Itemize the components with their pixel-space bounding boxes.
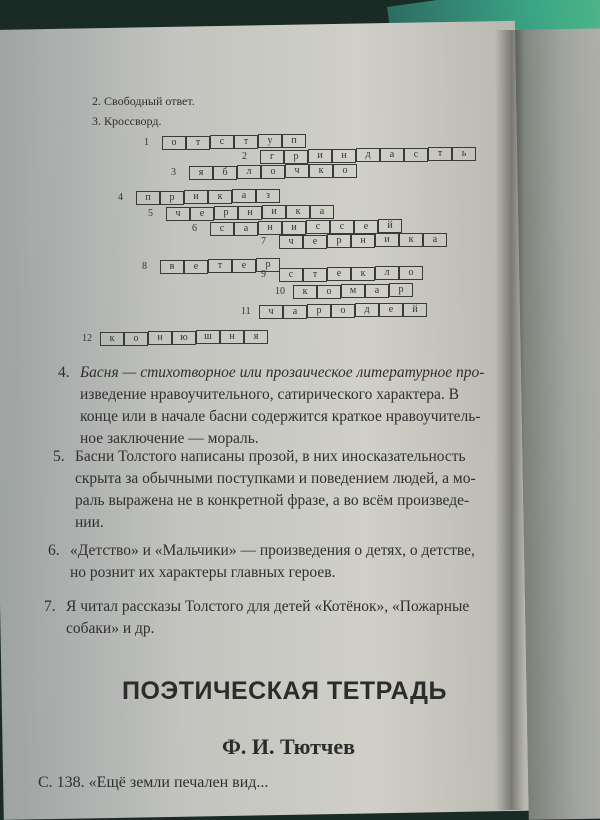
crossword-clue-number: 12	[82, 333, 92, 344]
crossword-cell: д	[356, 148, 380, 162]
answer-line: конце или в начале басни содержится краткое нравоучитель-	[80, 408, 481, 425]
item-3	[92, 110, 162, 132]
crossword-cell: с	[210, 222, 234, 236]
crossword-cell: р	[160, 191, 184, 205]
crossword-cell: й	[378, 219, 402, 233]
crossword-cell: т	[428, 147, 452, 161]
crossword-cell: в	[160, 260, 184, 274]
crossword-cell: с	[330, 220, 354, 234]
crossword-cell: н	[351, 234, 375, 248]
crossword-cell: т	[186, 136, 210, 150]
answer-line: Басни Толстого написаны прозой, в них иносказательность	[75, 448, 466, 465]
crossword-cell: н	[238, 206, 262, 220]
crossword-cell: я	[189, 166, 213, 180]
item-text: Свободный ответ.	[104, 94, 195, 108]
answer-line: нии.	[75, 514, 104, 531]
crossword-cell: е	[190, 207, 214, 221]
answer-number: 4.	[58, 364, 70, 381]
crossword-cell: о	[162, 136, 186, 150]
crossword-cell: р	[307, 304, 331, 318]
crossword-clue-number: 6	[192, 223, 197, 234]
crossword-cell: к	[351, 267, 375, 281]
crossword-cell: а	[232, 189, 256, 203]
crossword-cell: е	[354, 220, 378, 234]
crossword-cell: ч	[166, 207, 190, 221]
crossword-cell: к	[293, 285, 317, 299]
crossword-cell: н	[148, 331, 172, 345]
crossword-cell: н	[258, 221, 282, 235]
answer-number: 7.	[44, 598, 56, 615]
crossword-cell: т	[208, 259, 232, 273]
answer-line: «Детство» и «Мальчики» — произведения о детях, о детстве,	[70, 542, 475, 559]
bottom-line: С. 138. «Ещё земли печален вид...	[38, 774, 269, 791]
crossword-cell: и	[375, 233, 399, 247]
crossword-cell: к	[399, 233, 423, 247]
crossword-cell: и	[262, 205, 286, 219]
answer-line: раль выражена не в конкретной фразе, а во всём произведе-	[75, 492, 470, 509]
answer-line: изведение нравоучительного, сатирического характера. В	[80, 386, 459, 403]
item-number: 2.	[92, 94, 101, 108]
answer-7	[44, 596, 526, 640]
crossword-cell: а	[423, 233, 447, 247]
crossword-clue-number: 3	[171, 167, 176, 178]
crossword-cell: о	[333, 164, 357, 178]
crossword-cell: к	[309, 164, 333, 178]
crossword-cell: а	[283, 305, 307, 319]
answer-line: но рознит их характеры главных героев.	[70, 564, 336, 581]
crossword-cell: к	[208, 190, 232, 204]
crossword-cell: л	[237, 165, 261, 179]
crossword-cell: и	[184, 190, 208, 204]
answer-4	[58, 362, 510, 450]
crossword-cell: у	[258, 134, 282, 148]
crossword-cell: а	[310, 205, 334, 219]
answer-5	[53, 446, 515, 534]
answer-line: Басня — стихотворное или прозаическое литературное про-	[80, 364, 485, 381]
crossword-cell: и	[308, 149, 332, 163]
answer-number: 6.	[48, 542, 60, 559]
crossword-cell: а	[234, 222, 258, 236]
crossword-clue-number: 10	[275, 286, 285, 297]
crossword-cell: т	[303, 268, 327, 282]
item-number: 3.	[92, 114, 101, 128]
crossword-cell: ш	[196, 330, 220, 344]
item-text: Кроссворд.	[104, 114, 162, 128]
crossword-cell: ч	[259, 305, 283, 319]
crossword-cell: й	[403, 303, 427, 317]
crossword-clue-number: 2	[242, 151, 247, 162]
crossword-cell: б	[213, 166, 237, 180]
crossword-cell: с	[404, 148, 428, 162]
crossword-cell: т	[234, 135, 258, 149]
crossword-cell: о	[317, 285, 341, 299]
crossword-cell: о	[261, 165, 285, 179]
crossword-clue-number: 5	[148, 208, 153, 219]
crossword-cell: о	[399, 266, 423, 280]
crossword-cell: п	[282, 134, 306, 148]
crossword-cell: с	[210, 135, 234, 149]
crossword-cell: г	[260, 150, 284, 164]
crossword-cell: а	[365, 284, 389, 298]
crossword-cell: н	[332, 149, 356, 163]
crossword-cell: с	[279, 268, 303, 282]
crossword-clue-number: 8	[142, 261, 147, 272]
crossword-clue-number: 7	[261, 236, 266, 247]
crossword-clue-number: 11	[241, 306, 251, 317]
answer-line: собаки» и др.	[66, 620, 155, 637]
crossword-clue-number: 1	[144, 137, 149, 148]
crossword-cell: о	[331, 304, 355, 318]
crossword-cell: д	[355, 303, 379, 317]
crossword-cell: м	[341, 284, 365, 298]
crossword-cell: ч	[285, 164, 309, 178]
crossword-cell: к	[100, 332, 124, 346]
crossword-cell: е	[379, 303, 403, 317]
crossword-cell: о	[124, 332, 148, 346]
crossword-cell: я	[244, 330, 268, 344]
crossword-cell: р	[389, 283, 413, 297]
crossword-cell: р	[327, 234, 351, 248]
crossword-cell: ь	[452, 147, 476, 161]
crossword-cell: с	[306, 220, 330, 234]
crossword-cell: р	[256, 258, 280, 272]
crossword-cell: е	[184, 260, 208, 274]
crossword-cell: ч	[279, 235, 303, 249]
crossword-cell: л	[375, 266, 399, 280]
item-2	[92, 90, 195, 112]
crossword-cell: з	[256, 189, 280, 203]
answer-number: 5.	[53, 448, 65, 465]
crossword-cell: е	[303, 235, 327, 249]
section-title: ПОЭТИЧЕСКАЯ ТЕТРАДЬ	[122, 677, 447, 705]
answer-line: скрыта за обычными поступками и поведением людей, а мо-	[75, 470, 476, 487]
crossword-cell: к	[286, 205, 310, 219]
crossword-cell: и	[282, 221, 306, 235]
answer-6	[48, 540, 520, 584]
crossword-cell: р	[214, 206, 238, 220]
crossword-clue-number: 4	[118, 192, 123, 203]
answer-line: Я читал рассказы Толстого для детей «Котёнок», «Пожарные	[66, 598, 470, 615]
author-heading: Ф. И. Тютчев	[222, 734, 355, 759]
crossword-cell: е	[232, 259, 256, 273]
crossword-cell: е	[327, 267, 351, 281]
crossword-cell: р	[284, 150, 308, 164]
crossword-cell: ю	[172, 331, 196, 345]
crossword-cell: н	[220, 330, 244, 344]
crossword-cell: п	[136, 191, 160, 205]
answer-line: ное заключение — мораль.	[80, 430, 259, 447]
crossword-clue-number: 9	[261, 269, 266, 280]
crossword-cell: а	[380, 148, 404, 162]
